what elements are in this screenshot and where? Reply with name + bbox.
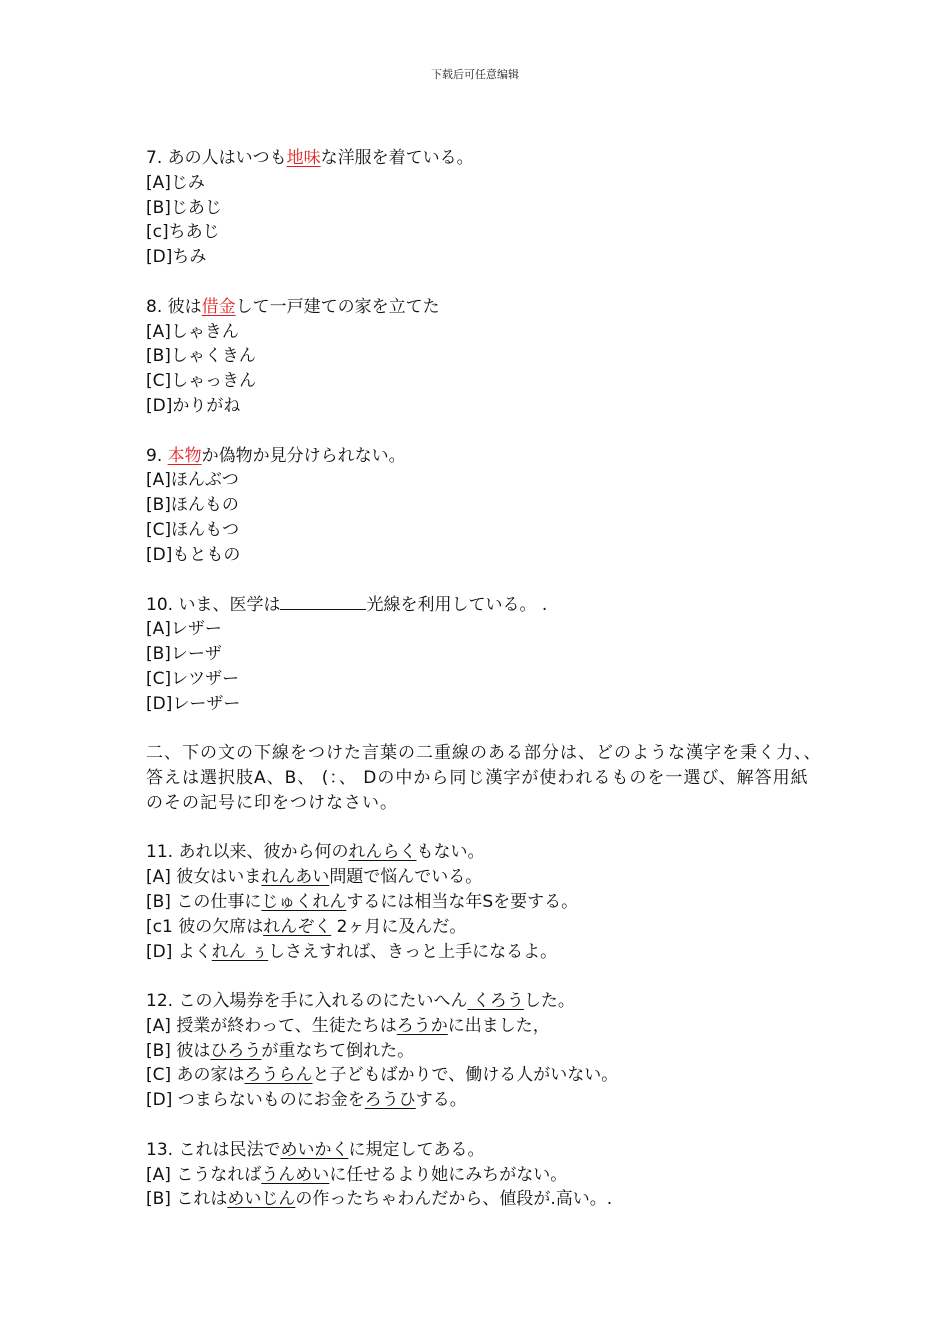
q11-option-a [146,865,826,890]
q13-target-word: めいかく [280,1139,349,1160]
spacer [146,1113,826,1138]
q7-prefix: 7. あの人はいつも [146,148,287,168]
q11-target-word: れんらく [348,842,417,863]
option-prefix: [A] 授業が終わって、生徒たちは [146,1015,397,1036]
q13-option-b [146,1187,826,1212]
option-suffix: するには相当な年Sを要する。 [346,891,579,912]
question-13 [146,1138,826,1163]
option-target-word: めいじん [227,1189,296,1210]
q9-option-c: [C]ほんもつ [146,519,240,540]
q8-option-a: [A]しゃきん [146,321,239,342]
question-9 [146,444,826,469]
q11-option-b [146,890,826,915]
option-prefix: [A] 彼女はいま [146,867,262,888]
option-prefix: [C] あの家は [146,1065,245,1086]
option-target-word: うんめい [261,1164,330,1185]
question-8 [146,295,826,320]
q7-option-d: [D]ちみ [146,247,207,268]
q12-target-word: くろう [467,991,524,1012]
option-suffix: に任せるより她にみちがない。 [329,1164,568,1185]
option-target-word: ひろう [210,1040,262,1061]
q10-prefix: 10. いま、医学は [146,595,281,616]
option-suffix: に出ました， [447,1015,550,1036]
option-target-word: ろうか [396,1015,448,1036]
spacer [146,716,826,741]
q12-prefix: 12. この入場券を手に入れるのにたいへん [146,991,468,1012]
q10-option-b: [B]レーザ [146,643,222,664]
q8-option-c: [C]しゃっきん [146,371,257,392]
spacer [146,419,826,444]
question-11 [146,840,826,865]
option-suffix: しさえすれば、きっと上手になるよ。 [268,941,558,962]
q7-option-b: [B]じあじ [146,197,222,218]
q8-option-d: [D]かりがね [146,395,241,416]
option-prefix: [c1 彼の欠席は [146,916,264,937]
section-2-instruction: 二、下の文の下線をつけた言葉の二重線のある部分は、どのような漢字を秉く力、、答えは選択肢A、B、 (：、 Dの中から同じ漢字が使われるものを一選び、解答用紙のその記号に印をつけなさい。 [146,743,822,813]
q12-option-b [146,1039,826,1064]
q9-option-b: [B]ほんもの [146,495,239,516]
spacer [146,816,826,841]
q13-option-a [146,1163,826,1188]
question-12 [146,989,826,1014]
q9-option-a: [A]ほんぶつ [146,470,239,491]
q8-option-b: [B]しゃくきん [146,346,256,367]
page-header: 下载后可任意编辑 [431,68,519,81]
document-body [146,146,826,1212]
option-prefix: [D] つまらないものにお金を [146,1090,365,1111]
q8-target-word: 借金 [201,296,236,317]
q12-option-a [146,1014,826,1039]
spacer [146,964,826,989]
q13-suffix: に規定してある。 [348,1139,485,1160]
option-target-word: ろうひ [364,1090,416,1111]
option-suffix: 2ヶ月に及んだ。 [331,916,467,937]
q10-option-a: [A]レザー [146,619,222,640]
option-prefix: [D] よく [146,941,212,962]
option-prefix: [B] これは [146,1189,228,1210]
q7-target-word: 地味 [286,148,321,168]
option-prefix: [B] この仕事に [146,891,262,912]
q11-suffix: もない。 [416,842,485,863]
option-target-word: れんぞく [263,916,332,937]
q8-prefix: 8. 彼は [146,296,202,317]
option-suffix: 問題で悩んでいる。 [329,867,483,888]
q11-option-c [146,915,826,940]
spacer [146,568,826,593]
q10-option-d: [D]レーザー [146,693,241,714]
option-target-word: れん ぅ [211,941,269,962]
q9-option-d: [D]もともの [146,544,241,565]
q11-prefix: 11. あれ以来、彼から何の [146,842,349,863]
q10-option-c: [C]レツザー [146,668,240,689]
q7-suffix: な洋服を着ている。 [320,148,474,168]
option-target-word: じゅくれん [261,891,347,912]
option-prefix: [A] こうなれば [146,1164,262,1185]
q10-answer-blank [280,592,366,610]
q12-suffix: した。 [523,991,575,1012]
q9-prefix: 9. [146,445,168,466]
q11-option-d [146,940,826,965]
q13-prefix: 13. これは民法で [146,1139,281,1160]
q7-option-c: [c]ちあじ [146,222,220,243]
question-7 [146,146,826,171]
q7-option-a: [A]じみ [146,172,205,193]
option-target-word: ろうらん [244,1065,313,1086]
q10-suffix: 光線を利用している。 . [366,595,548,616]
q12-option-c [146,1063,826,1088]
spacer [146,270,826,295]
option-target-word: れんあい [261,867,330,888]
question-10 [146,592,826,617]
q8-suffix: して一戸建ての家を立てた [235,296,440,317]
option-suffix: と子どもばかりで、働ける人がいない。 [312,1065,619,1086]
q12-option-d [146,1088,826,1113]
q9-suffix: か偽物か見分けられない。 [201,445,406,466]
option-prefix: [B] 彼は [146,1040,211,1061]
option-suffix: する。 [415,1090,467,1111]
option-suffix: の作ったちゃわんだから、値段が.高い。. [295,1189,613,1210]
q9-target-word: 本物 [167,445,202,466]
option-suffix: が重なちて倒れた。 [261,1040,415,1061]
